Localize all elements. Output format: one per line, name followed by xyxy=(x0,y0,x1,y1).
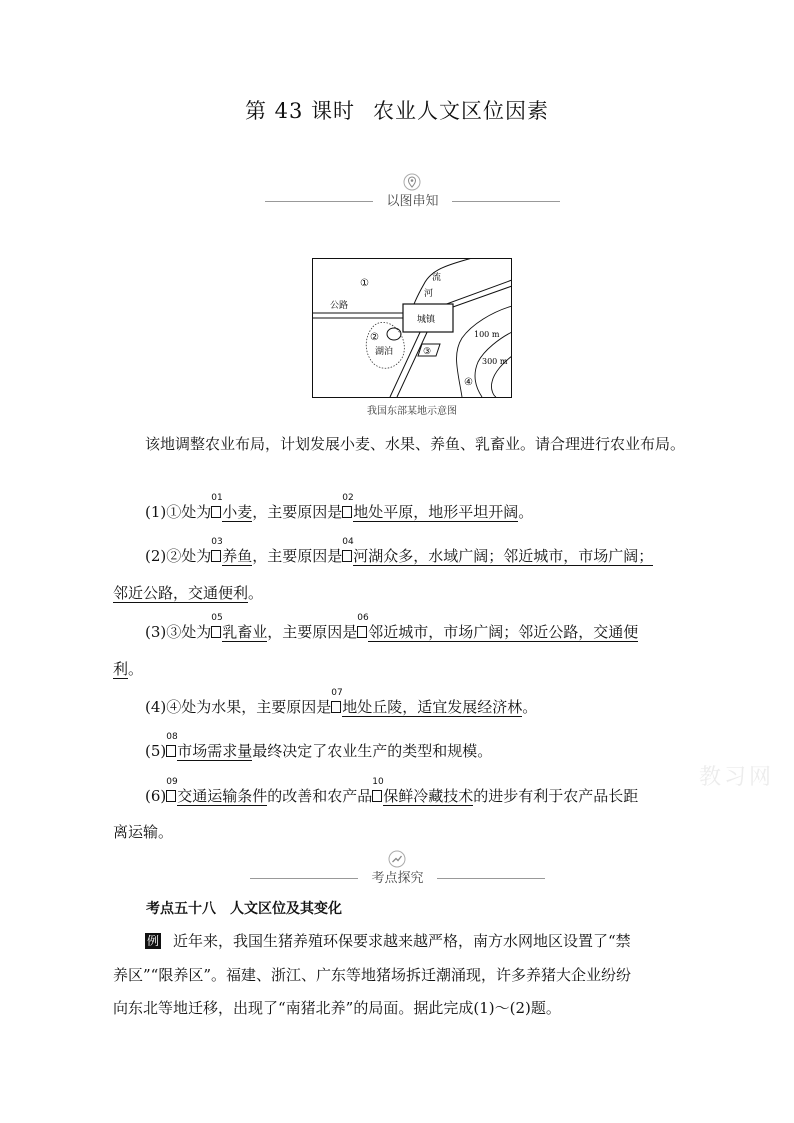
example-line-1: 例 近年来，我国生猪养殖环保要求越来越严格，南方水网地区设置了“禁 xyxy=(147,932,631,950)
item-4: (4)④处为水果，主要原因是 07 地处丘陵，适宜发展经济林。 xyxy=(145,688,538,716)
label-river-2: 河 xyxy=(424,289,434,299)
answer-box: 05 xyxy=(211,626,221,638)
item-5: (5) 08 市场需求量最终决定了农业生产的类型和规模。 xyxy=(145,732,493,760)
label-contour-300: 300 m xyxy=(482,357,508,366)
example-line-2: 养区”“限养区”。福建、浙江、广东等地猪场拆迁潮涌现，许多养猪大企业纷纷 xyxy=(113,966,632,984)
item-2: (2)②处为 03 养鱼，主要原因是 04 河湖众多，水域广阔；邻近城市，市场广阔； xyxy=(145,537,654,565)
location-pin-icon xyxy=(403,173,421,191)
section-label: 以图串知 xyxy=(386,194,439,209)
answer-box: 01 xyxy=(211,506,221,518)
section-header-kaodian xyxy=(250,850,545,890)
answer-text: 河湖众多，水域广阔；邻近城市，市场广阔； xyxy=(353,547,654,565)
answer-text: 利 xyxy=(113,660,129,678)
answer-box: 10 xyxy=(372,790,382,802)
answer-text: 地处平原，地形平坦开阔 xyxy=(353,503,519,521)
label-road: 公路 xyxy=(330,301,349,311)
item-6: (6) 09 交通运输条件的改善和农产品 10 保鲜冷藏技术的进步有利于农产品长距 xyxy=(145,777,639,805)
label-area2: ② xyxy=(370,332,379,343)
trend-chart-icon xyxy=(388,850,406,868)
label-area3: ③ xyxy=(423,347,432,357)
lesson-topic: 农业人文区位因素 xyxy=(373,99,550,123)
section-label: 考点探究 xyxy=(371,871,424,886)
map-figure xyxy=(312,258,512,398)
lesson-number: 第 43 课时 xyxy=(244,99,356,123)
answer-text: 乳畜业 xyxy=(222,623,268,641)
intro-paragraph: 该地调整农业布局，计划发展小麦、水果、养鱼、乳畜业。请合理进行农业布局。 xyxy=(145,435,686,453)
label-area4: ④ xyxy=(464,377,473,388)
item-6-cont: 离运输。 xyxy=(113,823,174,841)
kaodian-name: 人文区位及其变化 xyxy=(230,901,342,917)
label-contour-100: 100 m xyxy=(474,330,500,339)
answer-box: 08 xyxy=(166,745,176,757)
item-1: (1)①处为 01 小麦，主要原因是 02 地处平原，地形平坦开阔。 xyxy=(145,493,534,521)
divider-right xyxy=(437,878,545,879)
item-3: (3)③处为 05 乳畜业，主要原因是 06 邻近城市，市场广阔；邻近公路，交通便 xyxy=(145,613,639,641)
example-line-3: 向东北等地迁移，出现了“南猪北养”的局面。据此完成(1)～(2)题。 xyxy=(113,999,561,1017)
answer-box: 02 xyxy=(342,506,352,518)
answer-box: 09 xyxy=(166,790,176,802)
watermark: 教习网 xyxy=(698,765,774,790)
answer-text: 交通运输条件 xyxy=(177,787,268,805)
answer-text: 地处丘陵，适宜发展经济林 xyxy=(342,698,523,716)
answer-text: 市场需求量 xyxy=(177,742,253,760)
section-header-yitu xyxy=(265,173,560,213)
label-lake: 湖泊 xyxy=(375,347,394,357)
answer-box: 06 xyxy=(357,626,367,638)
divider-right xyxy=(452,201,560,202)
answer-text: 邻近城市，市场广阔；邻近公路，交通便 xyxy=(368,623,639,641)
answer-box: 04 xyxy=(342,550,352,562)
answer-text: 养鱼 xyxy=(222,547,253,565)
kaodian-number: 考点五十八 xyxy=(146,901,216,917)
label-town: 城镇 xyxy=(417,315,436,325)
example-tag: 例 xyxy=(147,934,160,948)
answer-text: 邻近公路，交通便利 xyxy=(113,584,249,602)
label-area1: ① xyxy=(360,278,369,289)
answer-text: 保鲜冷藏技术 xyxy=(383,787,474,805)
item-3-cont: 利。 xyxy=(113,660,144,678)
kaodian-heading xyxy=(146,898,342,918)
item-2-cont: 邻近公路，交通便利。 xyxy=(113,584,264,602)
map-caption: 我国东部某地示意图 xyxy=(367,406,457,417)
label-river-1: 流 xyxy=(432,273,442,283)
answer-box: 07 xyxy=(331,701,341,713)
answer-box: 03 xyxy=(211,550,221,562)
page-title xyxy=(0,95,794,125)
answer-text: 小麦 xyxy=(222,503,253,521)
